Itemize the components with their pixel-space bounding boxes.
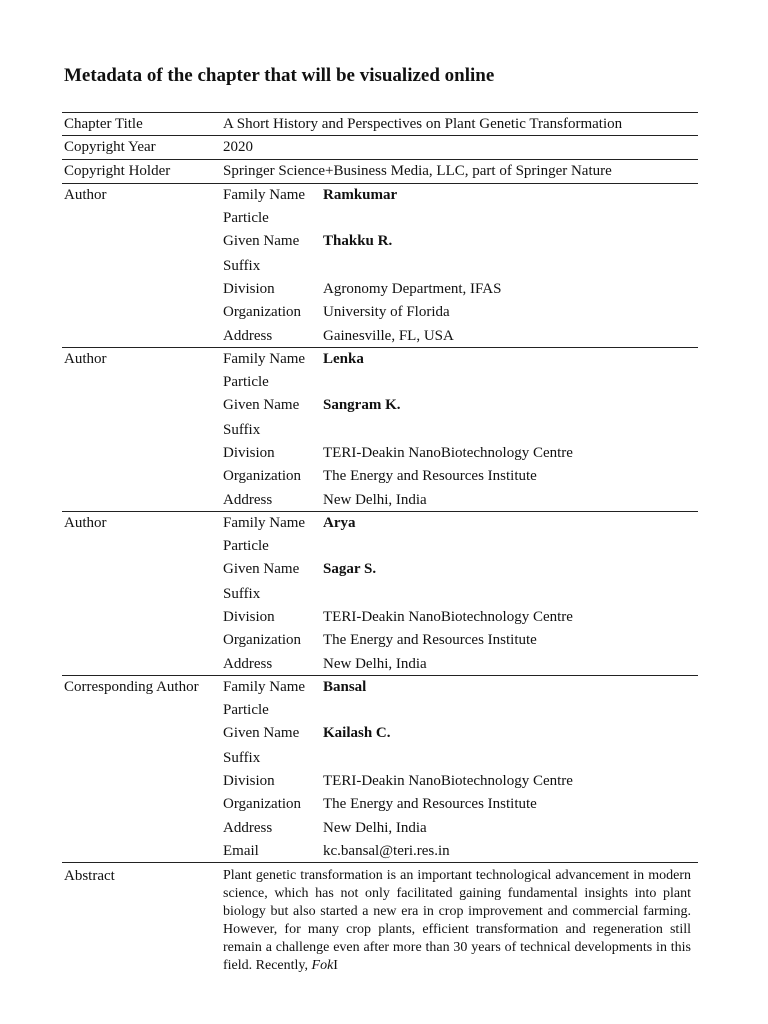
suffix-label: Suffix <box>223 257 261 274</box>
copyright-holder-value: Springer Science+Business Media, LLC, part of Springer Nature <box>221 160 698 184</box>
author-4-division: TERI-Deakin NanoBiotechnology Centre <box>323 772 573 789</box>
author-1-family-row <box>62 184 698 207</box>
copyright-year-row <box>62 136 698 160</box>
abstract-body: Plant genetic transformation is an important technological advancement in modern science, which has not only facilitated gaining fundamental insights into plant biology but also started a new era in crop improvement and commercial farming. However, for many crop plants, efficient transformation and regeneration still remain a challenge even after more than 30 years of technical developments in this field. Recently, <box>223 868 691 973</box>
given-name-label: Given Name <box>223 560 300 577</box>
family-name-label: Family Name <box>221 512 321 535</box>
author-2-given-name: Sangram K. <box>323 396 401 413</box>
suffix-label: Suffix <box>223 421 261 438</box>
copyright-holder-row <box>62 160 698 184</box>
organization-label: Organization <box>223 631 302 648</box>
author-2-family-row <box>62 348 698 371</box>
author-2-address: New Delhi, India <box>323 491 427 508</box>
copyright-holder-label: Copyright Holder <box>62 160 221 184</box>
author-1-organization: University of Florida <box>323 303 450 320</box>
author-4-organization: The Energy and Resources Institute <box>323 795 537 812</box>
author-4-role: Corresponding Author <box>62 676 221 699</box>
author-4-given-name: Kailash C. <box>323 724 391 741</box>
suffix-label: Suffix <box>223 749 261 766</box>
author-3-role: Author <box>62 512 221 535</box>
chapter-title-label: Chapter Title <box>62 113 221 136</box>
given-name-label: Given Name <box>223 232 300 249</box>
copyright-year-value: 2020 <box>221 136 698 160</box>
organization-label: Organization <box>223 467 302 484</box>
abstract-label: Abstract <box>62 863 221 976</box>
organization-label: Organization <box>223 303 302 320</box>
author-4-email: kc.bansal@teri.res.in <box>323 842 450 859</box>
author-3-division: TERI-Deakin NanoBiotechnology Centre <box>323 608 573 625</box>
author-3-family-row <box>62 512 698 535</box>
division-label: Division <box>223 608 275 625</box>
page-title: Metadata of the chapter that will be visualized online <box>64 65 495 86</box>
particle-label: Particle <box>223 537 269 554</box>
author-3-given-name: Sagar S. <box>323 560 377 577</box>
author-2-division: TERI-Deakin NanoBiotechnology Centre <box>323 444 573 461</box>
address-label: Address <box>223 819 273 836</box>
author-3-organization: The Energy and Resources Institute <box>323 631 537 648</box>
address-label: Address <box>223 327 273 344</box>
author-4-family-row <box>62 676 698 699</box>
author-4-address: New Delhi, India <box>323 819 427 836</box>
copyright-year-label: Copyright Year <box>62 136 221 160</box>
author-2-family-name: Lenka <box>321 348 698 371</box>
author-3-address: New Delhi, India <box>323 655 427 672</box>
suffix-label: Suffix <box>223 585 261 602</box>
abstract-italic-term: Fok <box>311 958 334 973</box>
division-label: Division <box>223 444 275 461</box>
abstract-tail: I <box>333 958 338 973</box>
author-1-given-name: Thakku R. <box>323 232 393 249</box>
address-label: Address <box>223 655 273 672</box>
family-name-label: Family Name <box>221 676 321 699</box>
chapter-title-row <box>62 113 698 136</box>
particle-label: Particle <box>223 373 269 390</box>
family-name-label: Family Name <box>221 348 321 371</box>
division-label: Division <box>223 772 275 789</box>
abstract-row <box>62 863 698 976</box>
email-label: Email <box>223 842 259 859</box>
author-2-organization: The Energy and Resources Institute <box>323 467 537 484</box>
metadata-table <box>62 112 698 975</box>
particle-label: Particle <box>223 209 269 226</box>
given-name-label: Given Name <box>223 396 300 413</box>
abstract-cell <box>221 863 698 976</box>
abstract-text <box>223 867 691 975</box>
organization-label: Organization <box>223 795 302 812</box>
author-1-address: Gainesville, FL, USA <box>323 327 454 344</box>
author-3-family-name: Arya <box>321 512 698 535</box>
author-1-role: Author <box>62 184 221 207</box>
author-1-family-name: Ramkumar <box>321 184 698 207</box>
address-label: Address <box>223 491 273 508</box>
chapter-title-value: A Short History and Perspectives on Plant Genetic Transformation <box>221 113 698 136</box>
given-name-label: Given Name <box>223 724 300 741</box>
author-4-family-name: Bansal <box>321 676 698 699</box>
author-2-role: Author <box>62 348 221 371</box>
division-label: Division <box>223 280 275 297</box>
particle-label: Particle <box>223 701 269 718</box>
author-1-division: Agronomy Department, IFAS <box>323 280 502 297</box>
family-name-label: Family Name <box>221 184 321 207</box>
